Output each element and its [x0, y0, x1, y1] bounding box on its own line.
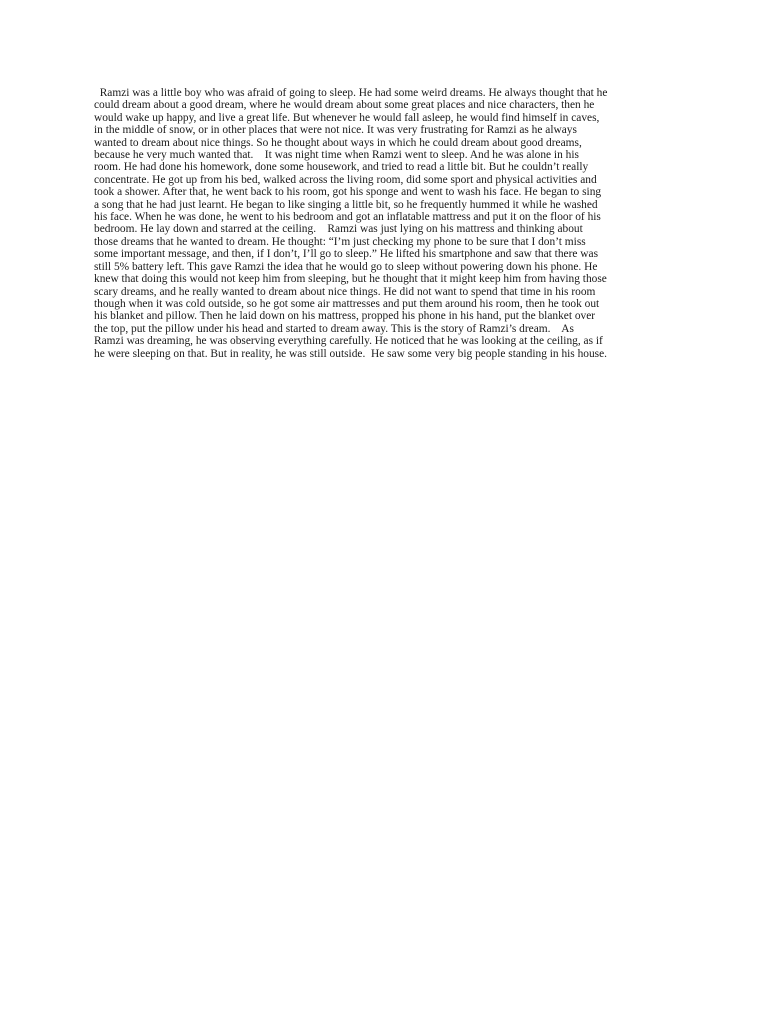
paragraph-line: wanted to dream about nice things. So he thought about ways in which he could dream about good dreams,: [94, 136, 582, 149]
paragraph-line: his blanket and pillow. Then he laid down on his mattress, propped his phone in his hand, put the blanket over: [94, 310, 596, 323]
paragraph-line: a song that he had just learnt. He began to like singing a little bit, so he frequently hummed it while he washed: [94, 198, 598, 211]
story-paragraph: [94, 87, 714, 360]
paragraph-line: some important message, and then, if I don’t, I’ll go to sleep.” He lifted his smartphone and saw that there was: [94, 248, 599, 261]
paragraph-line: he were sleeping on that. But in reality, he was still outside. He saw some very big people standing in his house.: [94, 347, 608, 360]
paragraph-line: room. He had done his homework, done some housework, and tried to read a little bit. But he couldn’t really: [94, 161, 589, 174]
paragraph-line: those dreams that he wanted to dream. He thought: “I’m just checking my phone to be sure that I don’t miss: [94, 235, 586, 248]
paragraph-line: his face. When he was done, he went to his bedroom and got an inflatable mattress and put it on the floor of his: [94, 211, 601, 224]
paragraph-line: because he very much wanted that. It was night time when Ramzi went to sleep. And he was alone in his: [94, 149, 579, 162]
paragraph-line: knew that doing this would not keep him from sleeping, but he thought that it might keep him from having those: [94, 273, 607, 286]
paragraph-line: would wake up happy, and live a great life. But whenever he would fall asleep, he would find himself in caves,: [94, 111, 600, 124]
paragraph-line: bedroom. He lay down and starred at the ceiling. Ramzi was just lying on his mattress and thinking about: [94, 223, 583, 236]
paragraph-line: still 5% battery left. This gave Ramzi the idea that he would go to sleep without powering down his phone. He: [94, 260, 598, 273]
paragraph-line: the top, put the pillow under his head and started to dream away. This is the story of Ramzi’s dream. As: [94, 322, 574, 335]
paragraph-line: scary dreams, and he really wanted to dream about nice things. He did not want to spend that time in his room: [94, 285, 596, 298]
paragraph-line: could dream about a good dream, where he would dream about some great places and nice characters, then he: [94, 99, 595, 112]
paragraph-line: though when it was cold outside, so he got some air mattresses and put them around his room, then he took out: [94, 297, 600, 310]
paragraph-line: Ramzi was a little boy who was afraid of going to sleep. He had some weird dreams. He always thought that he: [94, 87, 608, 99]
paragraph-line: took a shower. After that, he went back to his room, got his sponge and went to wash his face. He began to sing: [94, 186, 602, 199]
paragraph-line: in the middle of snow, or in other places that were not nice. It was very frustrating for Ramzi as he always: [94, 124, 577, 137]
paragraph-line: Ramzi was dreaming, he was observing everything carefully. He noticed that he was looking at the ceiling, as if: [94, 335, 603, 348]
paragraph-line: concentrate. He got up from his bed, walked across the living room, did some sport and physical activities and: [94, 173, 597, 186]
